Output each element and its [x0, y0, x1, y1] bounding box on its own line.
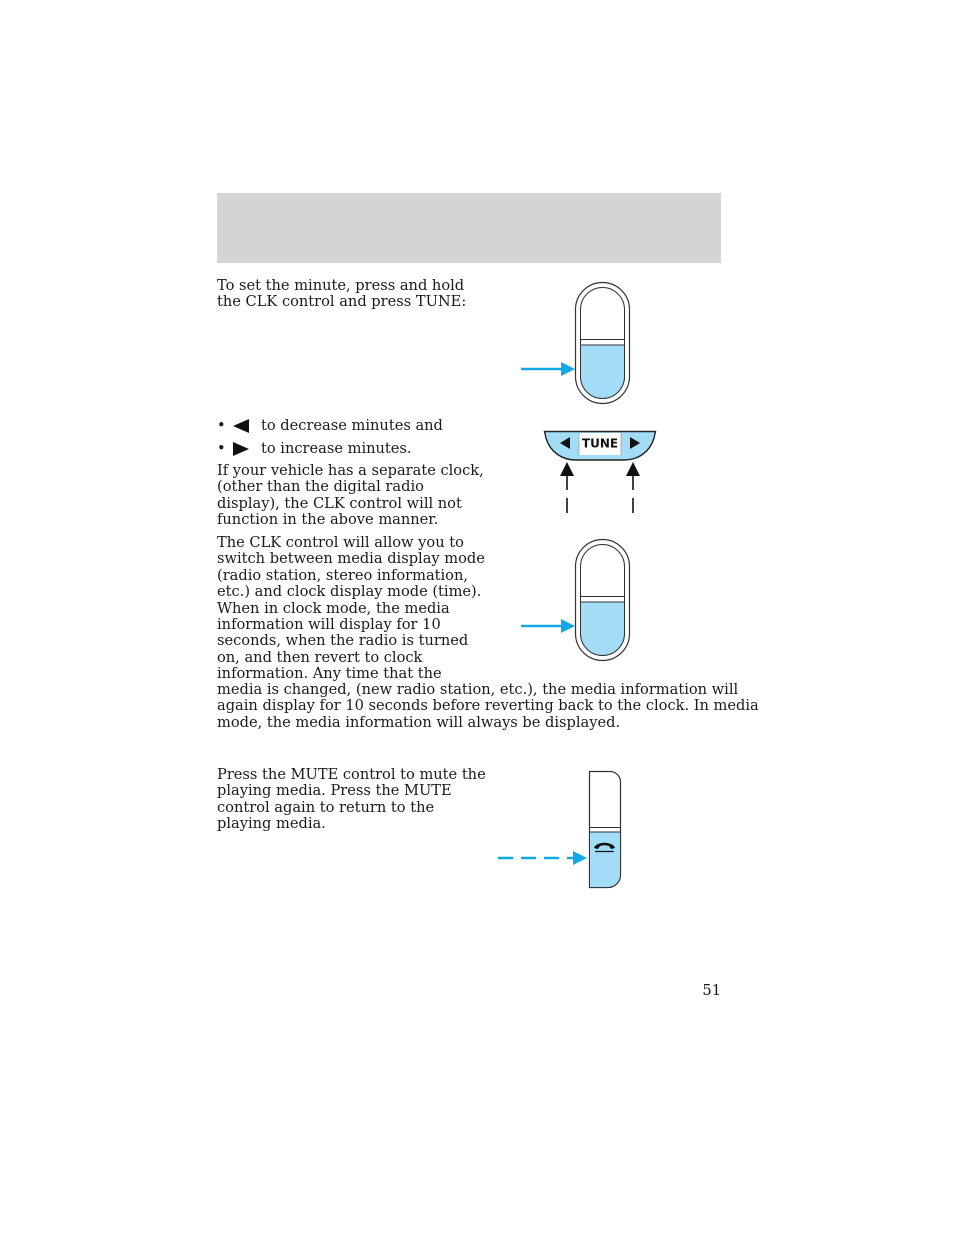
up-arrow-icon [626, 462, 640, 513]
tune-label: TUNE [581, 436, 619, 451]
mute-paragraph: Press the MUTE control to mute the playing media. Press the MUTE control again to return to the playing media. [217, 766, 486, 833]
pointer-arrow-icon [521, 362, 575, 376]
bullet-text: to decrease minutes and [261, 417, 443, 434]
bullet-dot: • [217, 440, 226, 457]
clk-mode-paragraph-continued: media is changed, (new radio station, etc.), the media information will again display for 10 seconds before reverting back to the clock. In media mode, the media information will always be displayed. [217, 681, 759, 731]
clk-button-lower [581, 602, 625, 656]
clk-control-illustration-1 [576, 283, 630, 404]
intro-paragraph: To set the minute, press and hold the CLK control and press TUNE: [217, 277, 467, 311]
clk-control-illustration-2 [576, 540, 630, 661]
separate-clock-paragraph: If your vehicle has a separate clock, (other than the digital radio display), the CLK control will not function in the above manner. [217, 462, 484, 529]
page-number: 51 [702, 982, 721, 999]
mute-button [590, 832, 621, 888]
pointer-arrow-icon [521, 619, 575, 633]
clk-mode-paragraph: The CLK control will allow you to switch between media display mode (radio station, stereo information, etc.) and clock display mode (time). When in clock mode, the media information will display for 10 seconds, when the radio is turned on, and then revert to clock information. Any time that the [217, 534, 485, 683]
dashed-pointer-arrow-icon [498, 851, 587, 865]
bullet-dot: • [217, 417, 226, 434]
bullet-text: to increase minutes. [261, 440, 412, 457]
up-arrow-icon [560, 462, 574, 513]
clk-button-lower [581, 345, 625, 399]
mute-control-illustration [590, 772, 621, 888]
